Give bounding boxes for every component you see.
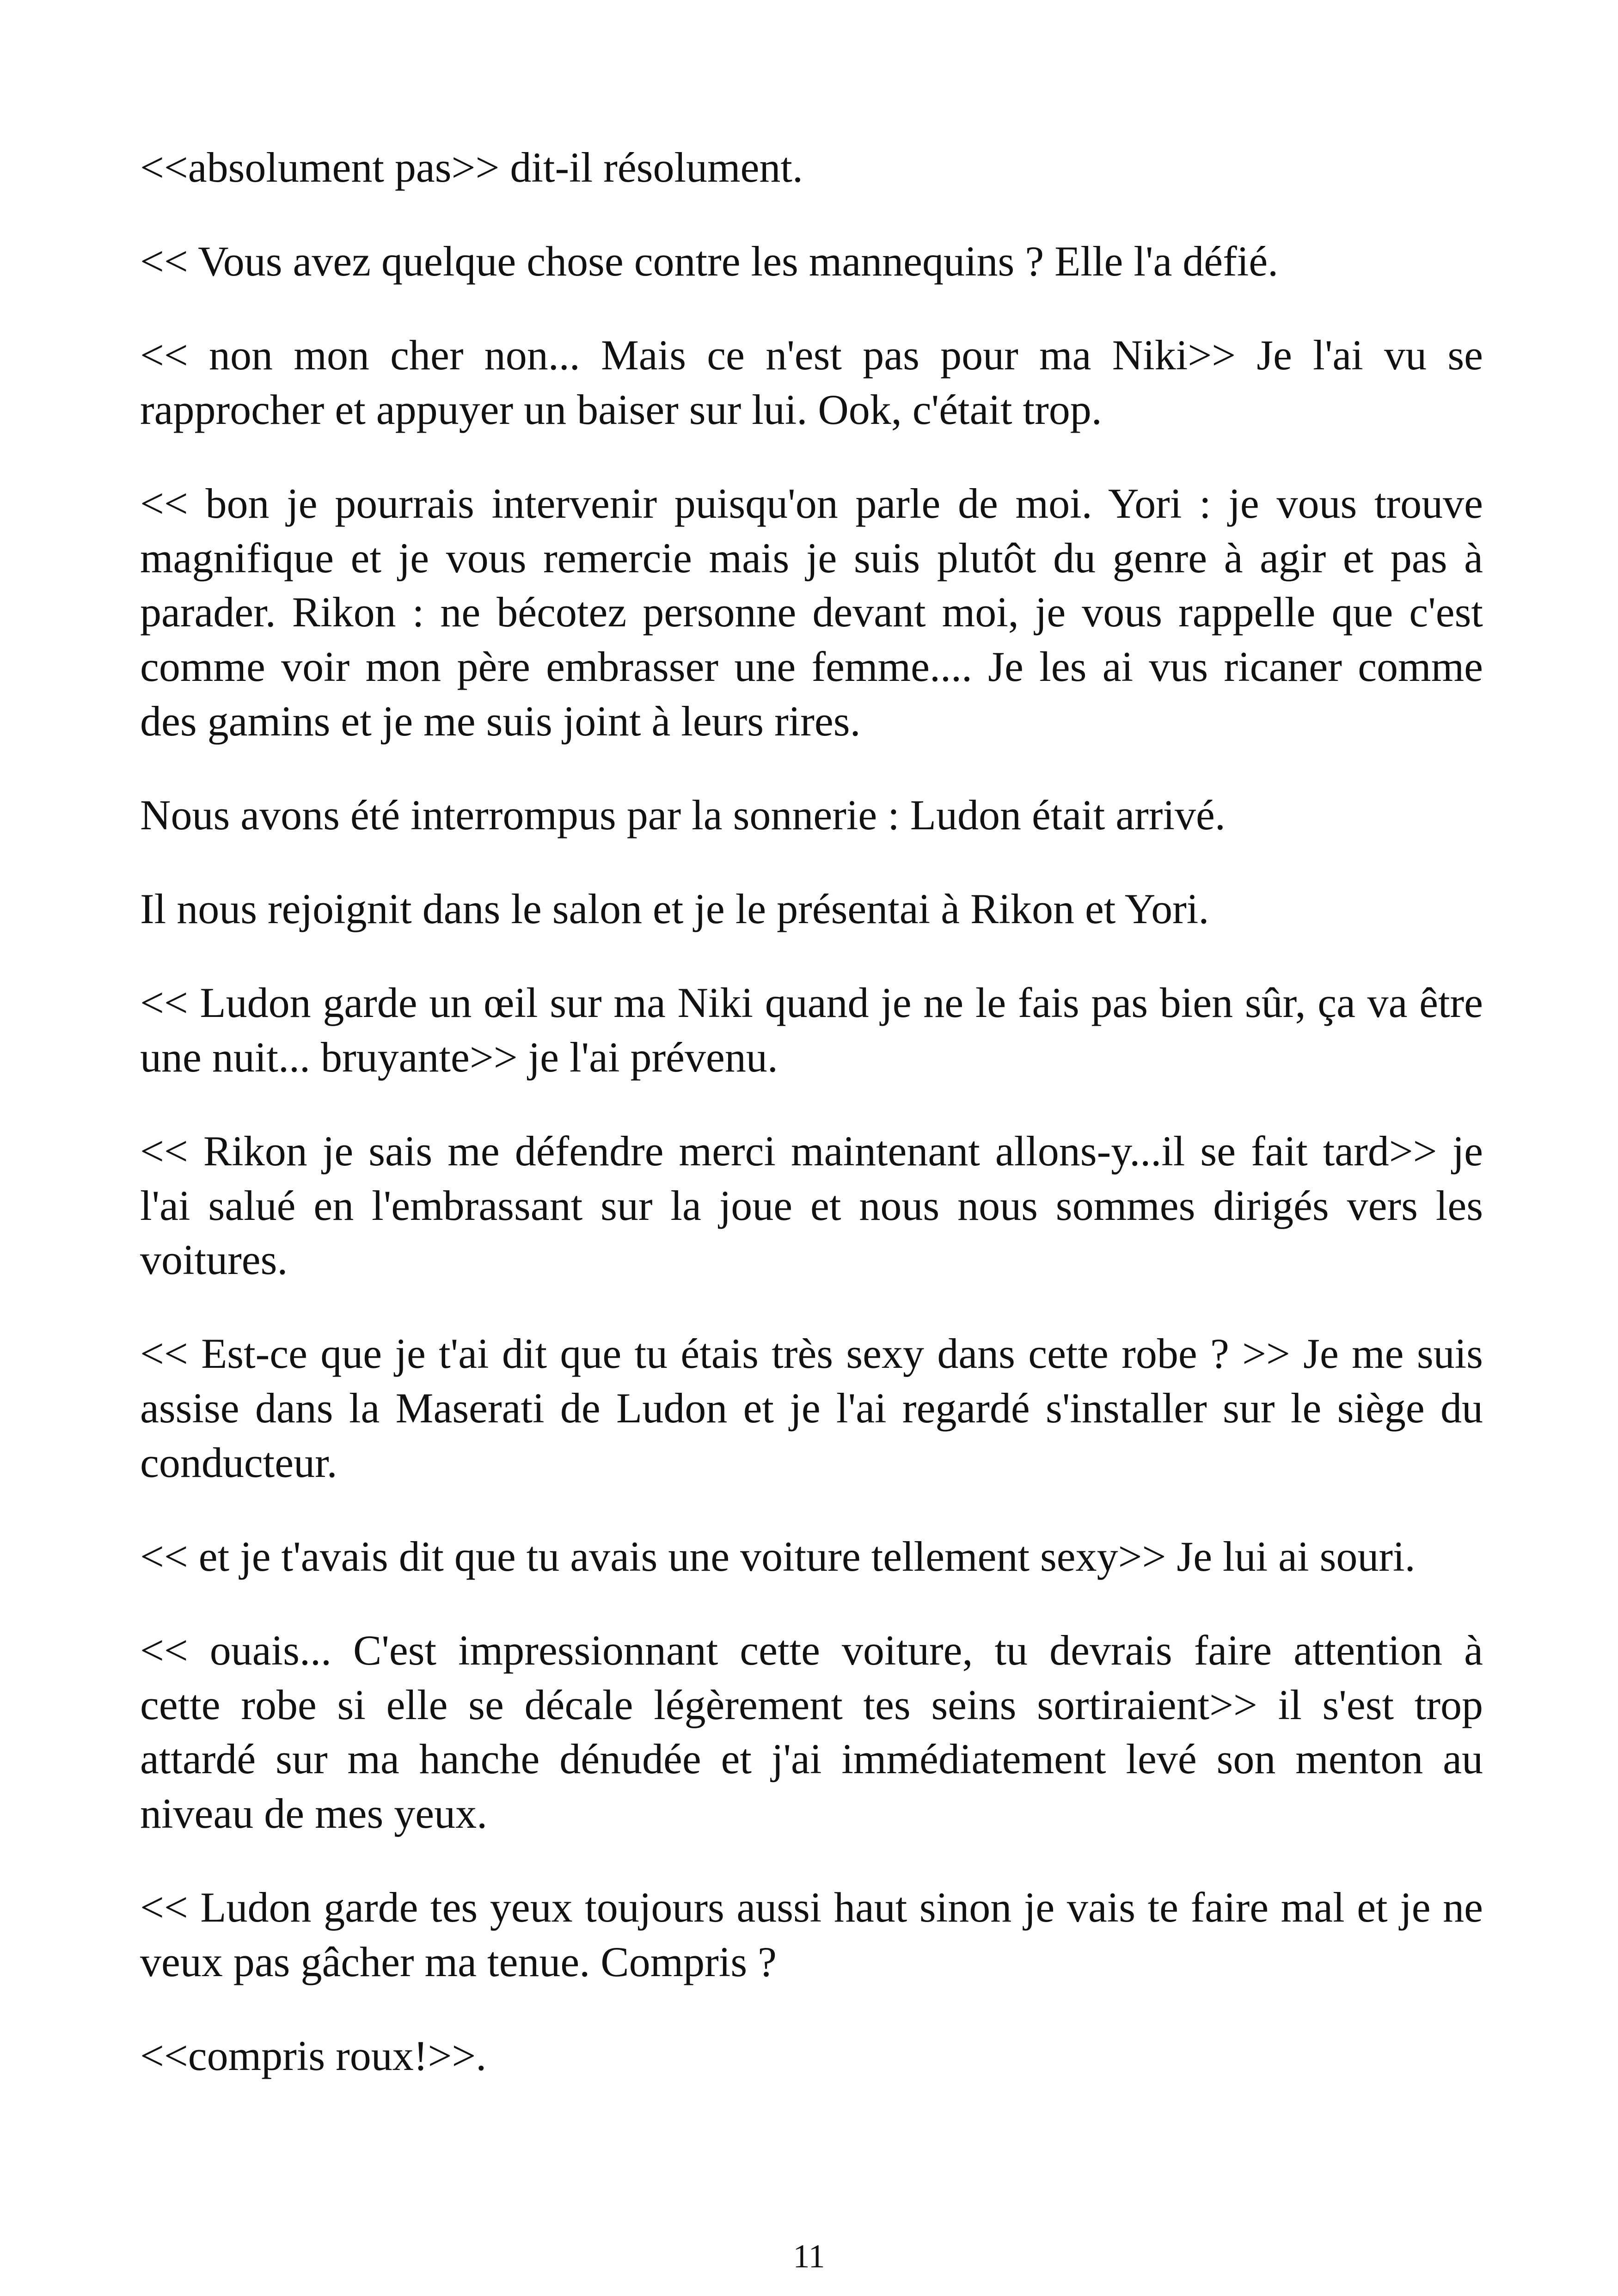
page-number: 11 bbox=[793, 2238, 825, 2275]
text-line: <<absolument pas>> dit-il résolument. bbox=[140, 144, 803, 191]
text-line: Nous avons été interrompus par la sonnerie : Ludon était arrivé. bbox=[140, 791, 1226, 839]
text-line: l'ai salué en l'embrassant sur la joue et nous nous sommes dirigés vers les bbox=[140, 1182, 1483, 1229]
text-line: une nuit... bruyante>> je l'ai prévenu. bbox=[140, 1033, 778, 1081]
paragraph bbox=[140, 328, 1483, 437]
paragraph bbox=[140, 2029, 1483, 2083]
text-line: attardé sur ma hanche dénudée et j'ai immédiatement levé son menton au bbox=[140, 1735, 1483, 1783]
text-line: comme voir mon père embrasser une femme.... Je les ai vus ricaner comme bbox=[140, 643, 1483, 691]
paragraph bbox=[140, 1530, 1483, 1584]
text-line: << Vous avez quelque chose contre les mannequins ? Elle l'a défié. bbox=[140, 238, 1279, 285]
paragraph bbox=[140, 976, 1483, 1084]
paragraph bbox=[140, 234, 1483, 289]
text-line: conducteur. bbox=[140, 1439, 337, 1486]
text-line: niveau de mes yeux. bbox=[140, 1790, 488, 1837]
paragraph bbox=[140, 1623, 1483, 1841]
text-line: veux pas gâcher ma tenue. Compris ? bbox=[140, 1938, 777, 1985]
text-line: voitures. bbox=[140, 1236, 288, 1284]
paragraph bbox=[140, 1327, 1483, 1490]
text-line: parader. Rikon : ne bécotez personne devant moi, je vous rappelle que c'est bbox=[140, 588, 1483, 636]
text-line: << bon je pourrais intervenir puisqu'on parle de moi. Yori : je vous trouve bbox=[140, 479, 1483, 527]
paragraph bbox=[140, 788, 1483, 843]
text-line: << non mon cher non... Mais ce n'est pas pour ma Niki>> Je l'ai vu se bbox=[140, 331, 1483, 379]
text-line: des gamins et je me suis joint à leurs rires. bbox=[140, 697, 861, 745]
text-line: << Ludon garde un œil sur ma Niki quand je ne le fais pas bien sûr, ça va être bbox=[140, 979, 1483, 1027]
text-line: Il nous rejoignit dans le salon et je le présentai à Rikon et Yori. bbox=[140, 885, 1209, 932]
text-line: rapprocher et appuyer un baiser sur lui. Ook, c'était trop. bbox=[140, 386, 1102, 433]
text-line: << ouais... C'est impressionnant cette voiture, tu devrais faire attention à bbox=[140, 1626, 1483, 1674]
paragraph bbox=[140, 1880, 1483, 1989]
paragraph bbox=[140, 1124, 1483, 1287]
text-line: assise dans la Maserati de Ludon et je l'ai regardé s'installer sur le siège du bbox=[140, 1384, 1483, 1432]
body-text bbox=[140, 141, 1483, 2123]
text-line: cette robe si elle se décale légèrement tes seins sortiraient>> il s'est trop bbox=[140, 1681, 1483, 1728]
text-line: << Est-ce que je t'ai dit que tu étais très sexy dans cette robe ? >> Je me suis bbox=[140, 1330, 1483, 1378]
paragraph bbox=[140, 477, 1483, 749]
text-line: << Rikon je sais me défendre merci maintenant allons-y...il se fait tard>> je bbox=[140, 1127, 1483, 1175]
text-line: magnifique et je vous remercie mais je suis plutôt du genre à agir et pas à bbox=[140, 534, 1483, 582]
text-line: << Ludon garde tes yeux toujours aussi haut sinon je vais te faire mal et je ne bbox=[140, 1884, 1483, 1931]
paragraph bbox=[140, 882, 1483, 937]
text-line: <<compris roux!>>. bbox=[140, 2032, 487, 2079]
text-line: << et je t'avais dit que tu avais une voiture tellement sexy>> Je lui ai souri. bbox=[140, 1532, 1416, 1580]
paragraph bbox=[140, 141, 1483, 195]
